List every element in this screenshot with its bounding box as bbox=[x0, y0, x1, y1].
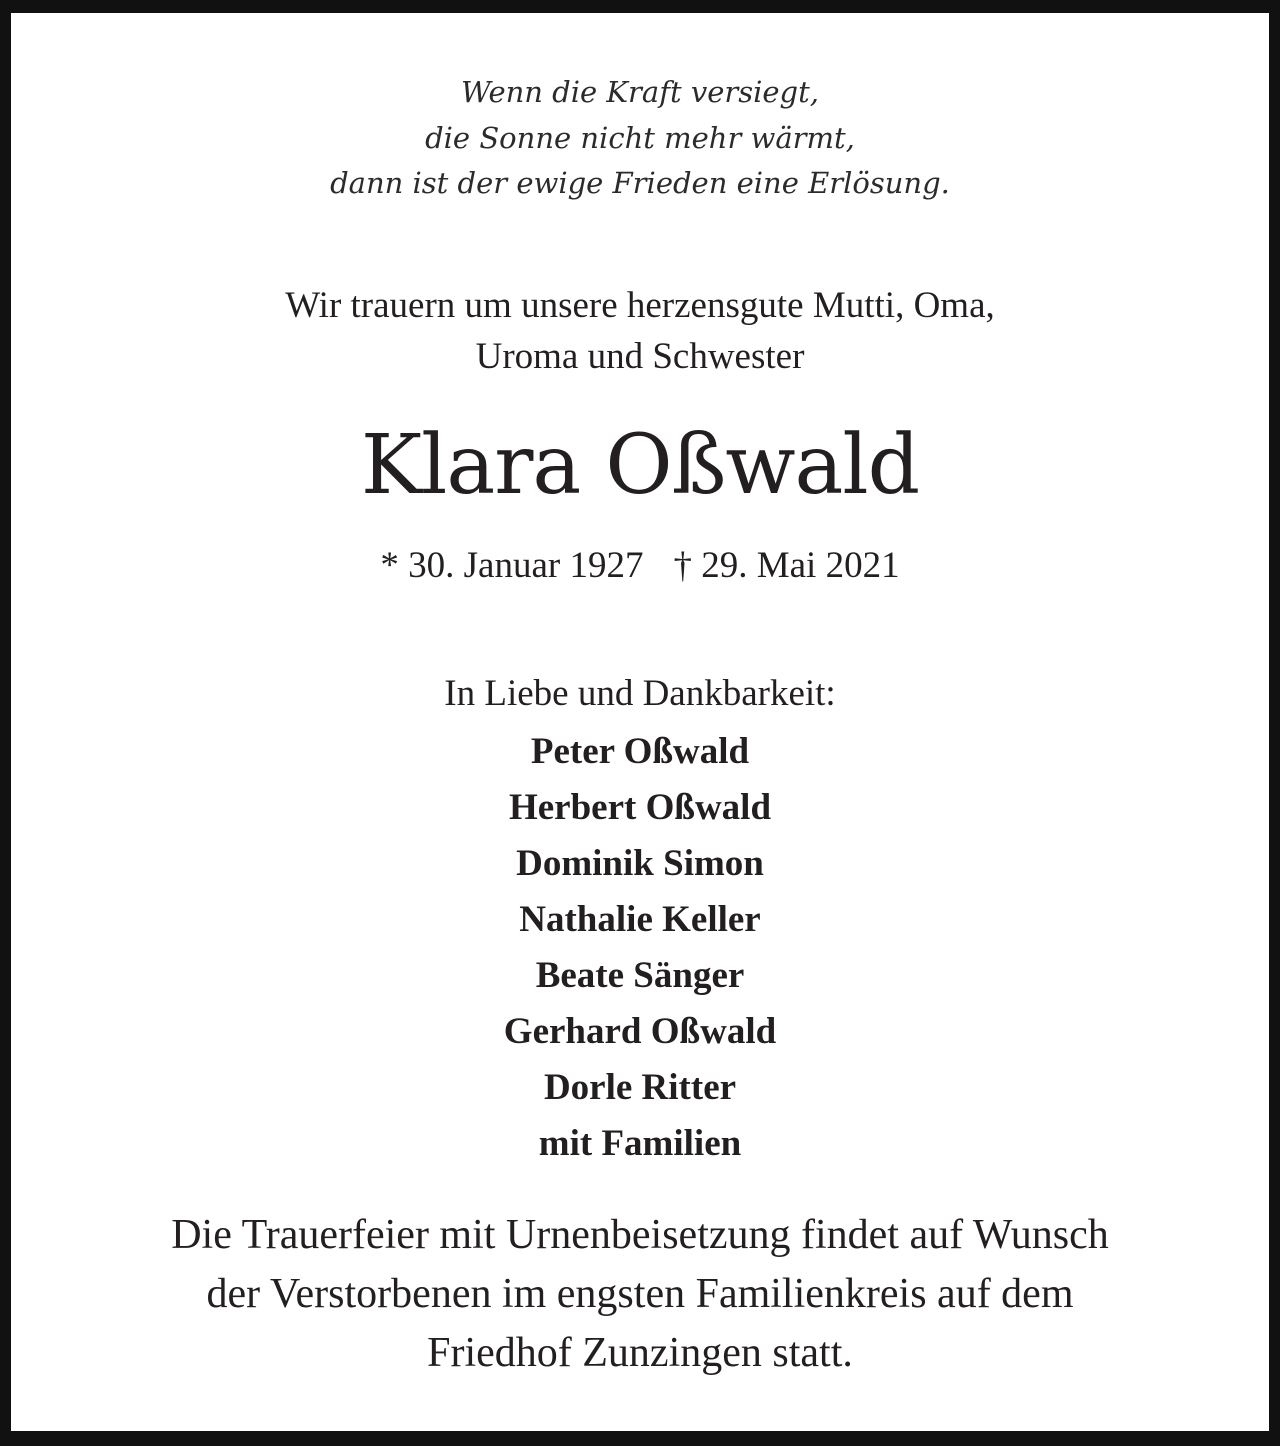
mourner-name: Gerhard Oßwald bbox=[503, 1011, 777, 1052]
mourner-name: Herbert Oßwald bbox=[508, 787, 772, 828]
mourner-name: Dorle Ritter bbox=[543, 1067, 737, 1108]
poem-line: Wenn die Kraft versiegt, bbox=[461, 75, 819, 109]
deceased-name: Klara Oßwald bbox=[360, 418, 920, 513]
mourner-name: mit Familien bbox=[538, 1123, 742, 1164]
mourner-name: Peter Oßwald bbox=[530, 731, 750, 772]
poem-line: die Sonne nicht mehr wärmt, bbox=[425, 121, 855, 155]
notice-line: Die Trauerfeier mit Urnenbeisetzung findet auf Wunsch bbox=[171, 1212, 1109, 1258]
life-dates bbox=[0, 541, 1280, 591]
mourner-name: Dominik Simon bbox=[516, 843, 764, 884]
mourner-name: Beate Sänger bbox=[535, 955, 745, 996]
birth-date: * 30. Januar 1927 bbox=[380, 545, 644, 586]
notice-line: Friedhof Zunzingen statt. bbox=[427, 1330, 853, 1376]
intro-line: Uroma und Schwester bbox=[475, 336, 805, 377]
poem-line: dann ist der ewige Frieden eine Erlösung. bbox=[330, 166, 950, 200]
death-date: † 29. Mai 2021 bbox=[673, 545, 900, 586]
mourner-name: Nathalie Keller bbox=[519, 899, 761, 940]
mourners-heading: In Liebe und Dankbarkeit: bbox=[444, 673, 836, 714]
notice-line: der Verstorbenen im engsten Familienkreis auf dem bbox=[206, 1271, 1074, 1317]
intro-line: Wir trauern um unsere herzensgute Mutti, Oma, bbox=[285, 285, 995, 326]
